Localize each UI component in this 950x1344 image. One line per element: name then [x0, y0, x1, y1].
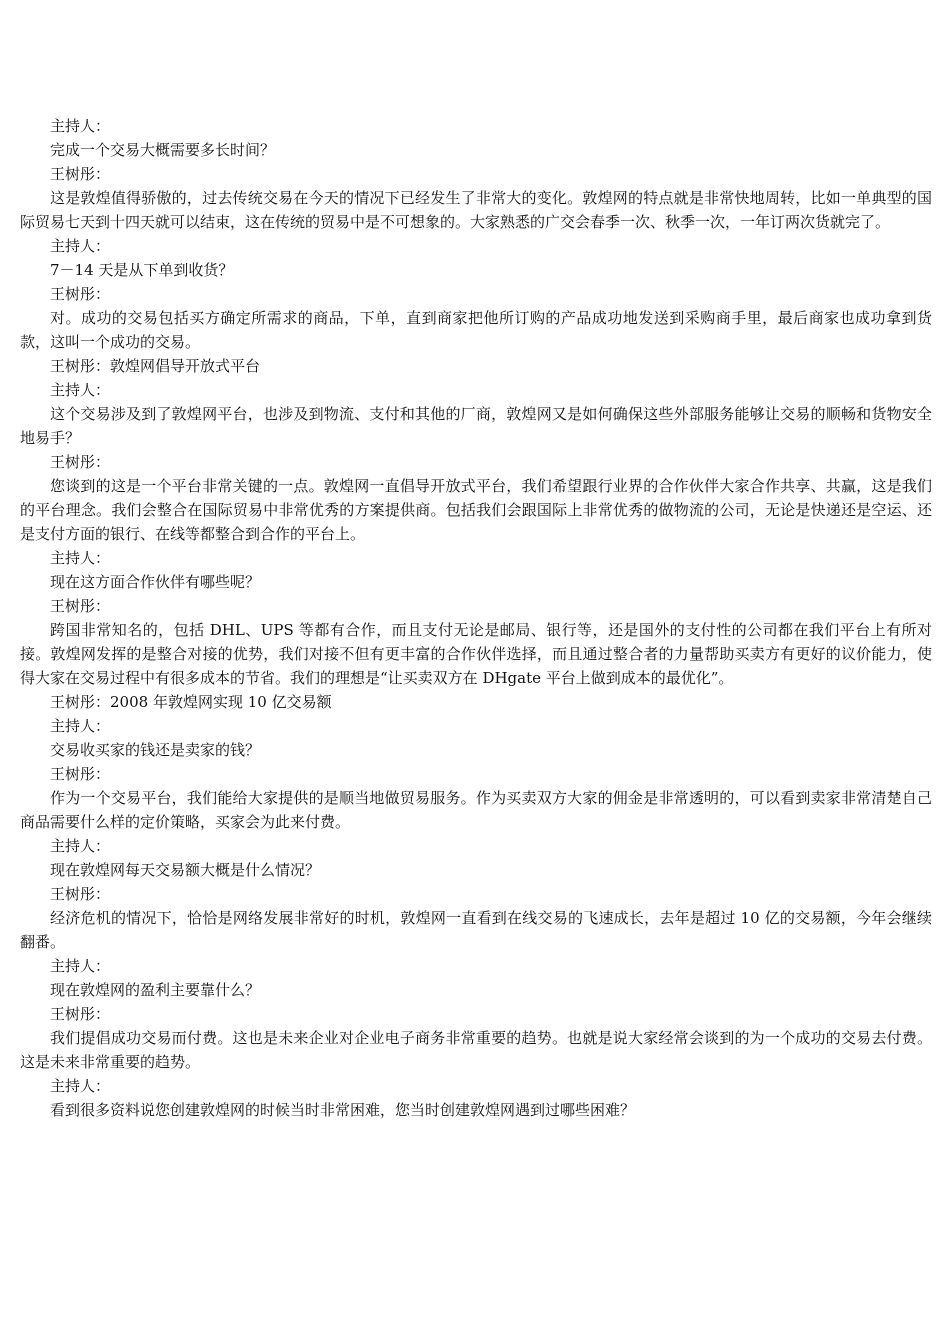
speaker-label: 王树彤：	[50, 885, 111, 903]
answer-paragraph: 跨国非常知名的，包括 DHL、UPS 等都有合作，而且支付无论是邮局、银行等，还是国外的支付性的公司都在我们平台上有所对接。敦煌网发挥的是整合对接的优势，我们对接不但有更丰富的合作伙伴选择，而且通过整合者的力量帮助买卖方有更好的议价能力，使得大家在交易过程中有很多成本的节省。我们的理想是“让买卖双方在 DHgate 平台上做到成本的最优化”。	[20, 621, 932, 687]
question-paragraph: 现在敦煌网每天交易额大概是什么情况？	[50, 861, 321, 879]
answer-paragraph: 经济危机的情况下，恰恰是网络发展非常好的时机，敦煌网一直看到在线交易的飞速成长，去年是超过 10 亿的交易额，今年会继续翻番。	[20, 909, 932, 951]
speaker-label: 主持人：	[50, 957, 111, 975]
question-paragraph: 7－14 天是从下单到收货？	[50, 261, 234, 279]
speaker-label: 王树彤：	[50, 453, 111, 471]
question-paragraph: 交易收买家的钱还是卖家的钱？	[50, 741, 261, 759]
answer-paragraph: 作为一个交易平台，我们能给大家提供的是顺当地做贸易服务。作为买卖双方大家的佣金是非常透明的，可以看到卖家非常清楚自己商品需要什么样的定价策略，买家会为此来付费。	[20, 789, 932, 831]
document-body	[20, 114, 932, 1122]
speaker-label: 王树彤：	[50, 165, 111, 183]
question-paragraph: 看到很多资料说您创建敦煌网的时候当时非常困难，您当时创建敦煌网遇到过哪些困难？	[50, 1101, 636, 1119]
answer-paragraph: 对。成功的交易包括买方确定所需求的商品，下单，直到商家把他所订购的产品成功地发送到采购商手里，最后商家也成功拿到货款，这叫一个成功的交易。	[20, 309, 932, 351]
speaker-label: 主持人：	[50, 381, 111, 399]
question-paragraph: 现在这方面合作伙伴有哪些呢？	[50, 573, 261, 591]
speaker-label: 王树彤：	[50, 285, 111, 303]
speaker-label: 王树彤：	[50, 765, 111, 783]
speaker-label: 主持人：	[50, 1077, 111, 1095]
speaker-label: 王树彤：	[50, 1005, 111, 1023]
speaker-label: 主持人：	[50, 837, 111, 855]
speaker-label: 主持人：	[50, 549, 111, 567]
section-heading: 王树彤：敦煌网倡导开放式平台	[50, 357, 261, 375]
answer-paragraph: 我们提倡成功交易而付费。这也是未来企业对企业电子商务非常重要的趋势。也就是说大家经常会谈到的为一个成功的交易去付费。这是未来非常重要的趋势。	[20, 1029, 932, 1071]
answer-paragraph: 您谈到的这是一个平台非常关键的一点。敦煌网一直倡导开放式平台，我们希望跟行业界的合作伙伴大家合作共享、共赢，这是我们的平台理念。我们会整合在国际贸易中非常优秀的方案提供商。包括我们会跟国际上非常优秀的做物流的公司，无论是快递还是空运、还是支付方面的银行、在线等都整合到合作的平台上。	[20, 477, 932, 543]
speaker-label: 主持人：	[50, 237, 111, 255]
speaker-label: 主持人：	[50, 717, 111, 735]
question-paragraph: 现在敦煌网的盈利主要靠什么？	[50, 981, 261, 999]
section-heading: 王树彤：2008 年敦煌网实现 10 亿交易额	[50, 693, 332, 711]
answer-paragraph: 这是敦煌值得骄傲的，过去传统交易在今天的情况下已经发生了非常大的变化。敦煌网的特点就是非常快地周转，比如一单典型的国际贸易七天到十四天就可以结束，这在传统的贸易中是不可想象的。大家熟悉的广交会春季一次、秋季一次，一年订两次货就完了。	[20, 189, 932, 231]
speaker-label: 主持人：	[50, 117, 111, 135]
question-paragraph: 这个交易涉及到了敦煌网平台，也涉及到物流、支付和其他的厂商，敦煌网又是如何确保这些外部服务能够让交易的顺畅和货物安全地易手？	[20, 405, 932, 447]
speaker-label: 王树彤：	[50, 597, 111, 615]
question-paragraph: 完成一个交易大概需要多长时间？	[50, 141, 276, 159]
